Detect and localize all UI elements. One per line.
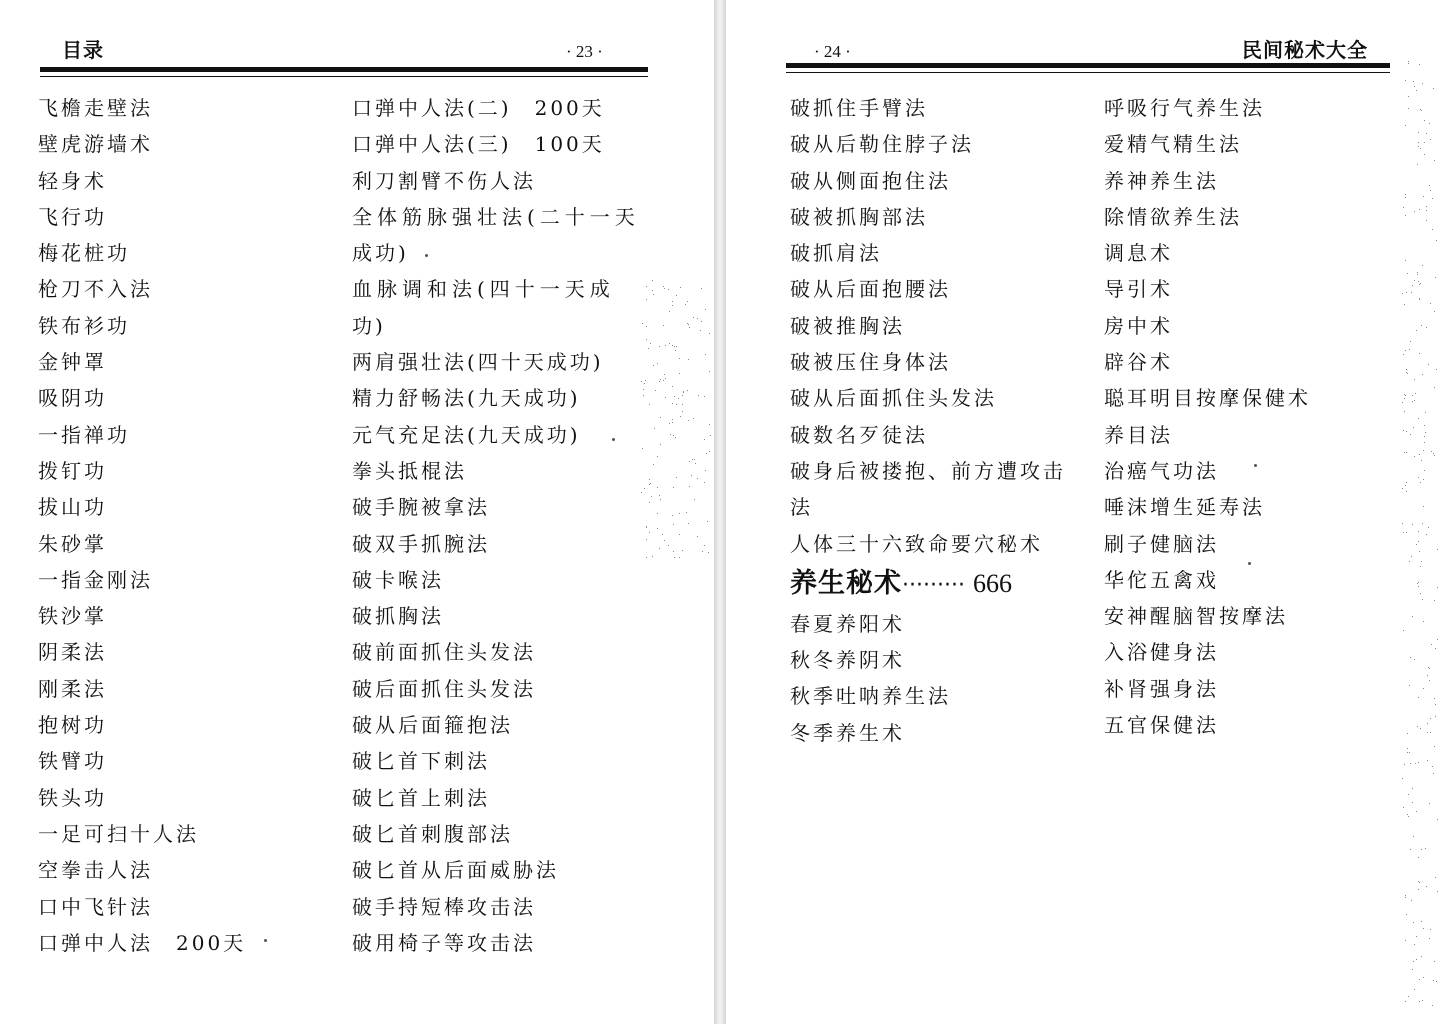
toc-entry: 破抓肩法 <box>790 241 882 266</box>
toc-entry: 拳头抵棍法 <box>352 458 467 483</box>
toc-entry: 破手持短棒攻击法 <box>352 894 536 919</box>
toc-entry: 破从侧面抱住法 <box>790 168 951 193</box>
header-rule-thin <box>786 72 1390 73</box>
left-page <box>0 0 714 1024</box>
toc-entry: 破从后面抱腰法 <box>790 277 951 302</box>
toc-entry: 吸阴功 <box>38 386 107 411</box>
toc-entry: 破匕首下刺法 <box>352 749 490 774</box>
header-title: 目录 <box>62 38 104 62</box>
toc-entry: 全体筋脉强壮法(二十一天 <box>352 204 640 229</box>
toc-entry: 铁布衫功 <box>38 313 130 338</box>
toc-entry: 两肩强壮法(四十天成功) <box>352 350 604 375</box>
toc-entry: 秋冬养阴术 <box>790 648 905 673</box>
toc-entry: 除情欲养生法 <box>1104 204 1242 229</box>
toc-entry: 冬季养生术 <box>790 720 905 745</box>
toc-entry: 破从后面抓住头发法 <box>790 386 997 411</box>
toc-column-left-1 <box>38 90 246 961</box>
toc-entry: 成功) <box>352 241 409 266</box>
toc-entry: 破从后面箍抱法 <box>352 713 513 738</box>
toc-entry: 梅花桩功 <box>38 241 130 266</box>
toc-entry: 一指禅功 <box>38 422 130 447</box>
toc-entry: 精力舒畅法(九天成功) <box>352 386 581 411</box>
ink-speck <box>264 939 267 942</box>
toc-entry: 枪刀不入法 <box>38 277 153 302</box>
toc-entry: 养目法 <box>1104 422 1173 447</box>
toc-entry: 治癌气功法 <box>1104 458 1219 483</box>
toc-entry: 铁臂功 <box>38 749 107 774</box>
toc-entry: 口弹中人法(二) 200天 <box>352 96 605 120</box>
toc-entry: 破匕首上刺法 <box>352 785 490 810</box>
ink-speck <box>1248 562 1251 565</box>
toc-entry: 破从后勒住脖子法 <box>790 132 974 157</box>
toc-entry: 拨钉功 <box>38 458 107 483</box>
toc-entry: 壁虎游墙术 <box>38 132 153 157</box>
toc-entry: 呼吸行气养生法 <box>1104 96 1265 120</box>
toc-entry: 爱精气精生法 <box>1104 132 1242 157</box>
toc-entry: 养神养生法 <box>1104 168 1219 193</box>
toc-entry: 破被压住身体法 <box>790 350 951 375</box>
toc-entry: 拔山功 <box>38 495 107 520</box>
ink-speck <box>425 254 428 257</box>
header-title: 民间秘术大全 <box>1242 38 1368 62</box>
toc-entry: 破被推胸法 <box>790 313 905 338</box>
toc-entry: 元气充足法(九天成功) <box>352 422 581 447</box>
section-page: 666 <box>972 568 1012 598</box>
toc-entry: 口弹中人法(三) 100天 <box>352 132 605 157</box>
toc-entry: 刷子健脑法 <box>1104 531 1219 556</box>
toc-entry: 空拳击人法 <box>38 858 153 883</box>
toc-entry: 轻身术 <box>38 168 107 193</box>
toc-entry: 铁沙掌 <box>38 604 107 629</box>
toc-entry: 口中飞针法 <box>38 894 153 919</box>
ink-speck <box>612 438 615 441</box>
page-number: · 23 · <box>566 42 603 61</box>
toc-entry: 破前面抓住头发法 <box>352 640 536 665</box>
toc-entry: 聪耳明目按摩保健术 <box>1104 386 1311 411</box>
toc-entry: 抱树功 <box>38 713 107 738</box>
toc-entry: 功) <box>352 313 386 338</box>
toc-column-right-2 <box>1104 90 1311 743</box>
toc-entry: 补肾强身法 <box>1104 676 1219 701</box>
toc-entry: 破双手抓腕法 <box>352 531 490 556</box>
toc-entry: 安神醒脑智按摩法 <box>1104 604 1288 629</box>
page-number: · 24 · <box>814 42 851 61</box>
section-leader-dots: ········· <box>902 572 965 598</box>
toc-entry: 飞檐走壁法 <box>38 96 153 120</box>
toc-entry: 飞行功 <box>38 204 107 229</box>
toc-entry: 辟谷术 <box>1104 350 1173 375</box>
header-rule-thin <box>40 76 648 77</box>
toc-entry: 刚柔法 <box>38 676 107 701</box>
ink-speck <box>1254 464 1257 467</box>
toc-entry: 导引术 <box>1104 277 1173 302</box>
toc-entry: 唾沫增生延寿法 <box>1104 495 1265 520</box>
header-rule <box>40 67 648 72</box>
toc-entry: 金钟罩 <box>38 350 107 375</box>
toc-entry: 一足可扫十人法 <box>38 821 199 846</box>
section-heading <box>790 562 1066 606</box>
toc-entry: 利刀割臂不伤人法 <box>352 168 536 193</box>
toc-entry: 调息术 <box>1104 241 1173 266</box>
toc-entry: 华佗五禽戏 <box>1104 567 1219 592</box>
toc-entry: 破手腕被拿法 <box>352 495 490 520</box>
toc-entry: 春夏养阳术 <box>790 611 905 636</box>
toc-entry: 一指金刚法 <box>38 567 153 592</box>
toc-entry: 铁头功 <box>38 785 107 810</box>
toc-entry: 破匕首从后面威胁法 <box>352 858 559 883</box>
right-page <box>726 0 1440 1024</box>
toc-entry: 房中术 <box>1104 313 1173 338</box>
toc-entry: 破数名歹徒法 <box>790 422 928 447</box>
toc-column-right-1 <box>790 90 1066 751</box>
toc-entry: 入浴健身法 <box>1104 640 1219 665</box>
toc-entry: 人体三十六致命要穴秘术 <box>790 531 1043 556</box>
toc-entry: 破匕首刺腹部法 <box>352 821 513 846</box>
toc-entry: 破用椅子等攻击法 <box>352 930 536 955</box>
toc-entry: 朱砂掌 <box>38 531 107 556</box>
book-gutter <box>714 0 726 1024</box>
toc-entry: 破身后被搂抱、前方遭攻击 <box>790 458 1066 483</box>
toc-entry: 秋季吐呐养生法 <box>790 684 951 709</box>
toc-entry: 口弹中人法 200天 <box>38 930 247 955</box>
toc-entry: 破抓住手臂法 <box>790 96 928 120</box>
toc-entry: 破后面抓住头发法 <box>352 676 536 701</box>
toc-entry: 五官保健法 <box>1104 713 1219 738</box>
toc-entry: 法 <box>790 495 813 520</box>
toc-entry: 阴柔法 <box>38 640 107 665</box>
toc-entry: 破抓胸法 <box>352 604 444 629</box>
toc-column-left-2 <box>352 90 640 961</box>
toc-entry: 血脉调和法(四十一天成 <box>352 277 615 302</box>
section-title: 养生秘术 <box>790 567 902 599</box>
toc-entry: 破被抓胸部法 <box>790 204 928 229</box>
header-rule <box>786 63 1390 68</box>
toc-entry: 破卡喉法 <box>352 567 444 592</box>
